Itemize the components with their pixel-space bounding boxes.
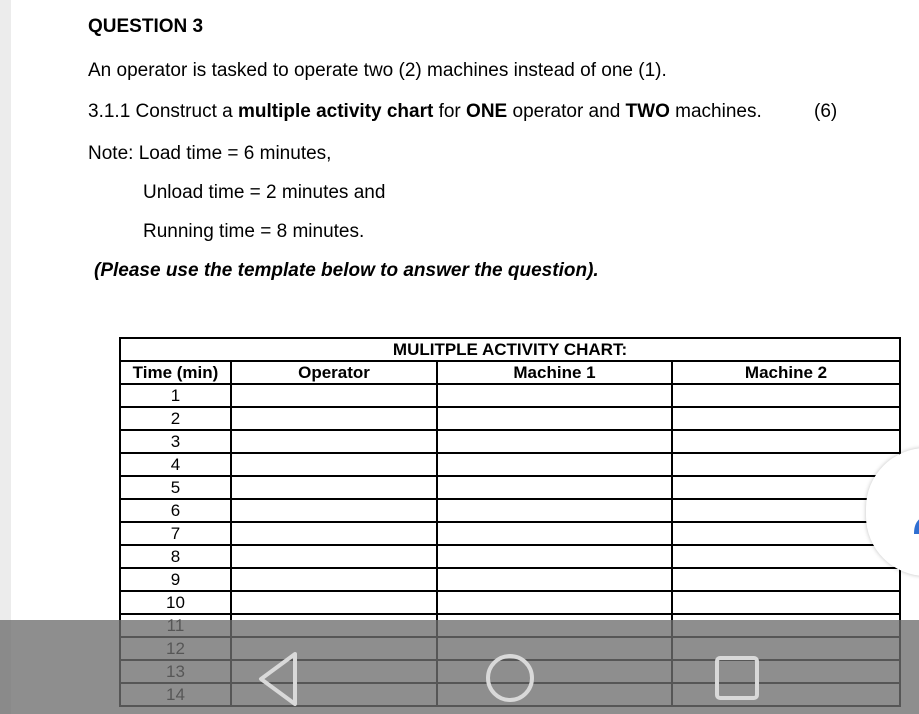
instruction-text: (Please use the template below to answer the question).	[94, 260, 599, 281]
machine-2-cell[interactable]	[672, 407, 900, 430]
time-cell: 7	[120, 522, 231, 545]
machine-1-cell[interactable]	[437, 499, 672, 522]
machine-2-cell[interactable]	[672, 453, 900, 476]
chart-title: MULITPLE ACTIVITY CHART:	[120, 338, 900, 361]
machine-1-cell[interactable]	[437, 591, 672, 614]
question-title: QUESTION 3	[88, 16, 204, 37]
question-marks: (6)	[814, 101, 838, 122]
operator-cell[interactable]	[231, 453, 437, 476]
table-row	[120, 453, 900, 476]
q311-mid1: for	[433, 101, 467, 122]
left-edge-bar	[0, 0, 11, 714]
table-row	[120, 476, 900, 499]
note-running-time: Running time = 8 minutes.	[143, 221, 365, 242]
table-row	[120, 545, 900, 568]
machine-2-cell[interactable]	[672, 476, 900, 499]
header-machine-1: Machine 1	[437, 361, 672, 384]
home-icon[interactable]	[484, 648, 536, 708]
header-time: Time (min)	[120, 361, 231, 384]
operator-cell[interactable]	[231, 430, 437, 453]
machine-2-cell[interactable]	[672, 430, 900, 453]
time-cell: 8	[120, 545, 231, 568]
q311-bold-one: ONE	[466, 101, 508, 122]
question-intro: An operator is tasked to operate two (2) machines instead of one (1).	[88, 60, 667, 81]
machine-2-cell[interactable]	[672, 568, 900, 591]
header-operator: Operator	[231, 361, 437, 384]
table-row	[120, 499, 900, 522]
time-cell: 4	[120, 453, 231, 476]
operator-cell[interactable]	[231, 545, 437, 568]
chart-header-row	[120, 361, 900, 384]
header-machine-2: Machine 2	[672, 361, 900, 384]
q311-suffix: machines.	[669, 101, 762, 122]
time-cell: 10	[120, 591, 231, 614]
machine-1-cell[interactable]	[437, 384, 672, 407]
table-row	[120, 384, 900, 407]
operator-cell[interactable]	[231, 591, 437, 614]
machine-1-cell[interactable]	[437, 407, 672, 430]
table-row	[120, 430, 900, 453]
time-cell: 9	[120, 568, 231, 591]
back-icon[interactable]	[255, 648, 301, 710]
operator-cell[interactable]	[231, 522, 437, 545]
time-cell: 6	[120, 499, 231, 522]
table-row	[120, 568, 900, 591]
chart-title-row	[120, 338, 900, 361]
time-cell: 1	[120, 384, 231, 407]
system-navigation-bar	[0, 620, 919, 714]
time-cell: 5	[120, 476, 231, 499]
note-unload-time: Unload time = 2 minutes and	[143, 182, 386, 203]
operator-cell[interactable]	[231, 476, 437, 499]
q311-mid2: operator and	[507, 101, 626, 122]
q311-bold-chart: multiple activity chart	[237, 101, 434, 122]
machine-1-cell[interactable]	[437, 453, 672, 476]
machine-2-cell[interactable]	[672, 384, 900, 407]
operator-cell[interactable]	[231, 568, 437, 591]
machine-2-cell[interactable]	[672, 545, 900, 568]
machine-1-cell[interactable]	[437, 545, 672, 568]
table-row	[120, 591, 900, 614]
operator-cell[interactable]	[231, 384, 437, 407]
time-cell: 3	[120, 430, 231, 453]
machine-1-cell[interactable]	[437, 476, 672, 499]
time-cell: 2	[120, 407, 231, 430]
edge-handle-icon	[910, 512, 919, 542]
table-row	[120, 522, 900, 545]
operator-cell[interactable]	[231, 499, 437, 522]
recents-icon[interactable]	[713, 648, 761, 708]
machine-1-cell[interactable]	[437, 430, 672, 453]
q311-prefix: 3.1.1 Construct a	[88, 101, 238, 122]
operator-cell[interactable]	[231, 407, 437, 430]
machine-1-cell[interactable]	[437, 522, 672, 545]
machine-1-cell[interactable]	[437, 568, 672, 591]
machine-2-cell[interactable]	[672, 591, 900, 614]
table-row	[120, 407, 900, 430]
q311-bold-two: TWO	[625, 101, 670, 122]
question-3-1-1	[88, 101, 762, 123]
note-load-time: Note: Load time = 6 minutes,	[88, 143, 332, 164]
